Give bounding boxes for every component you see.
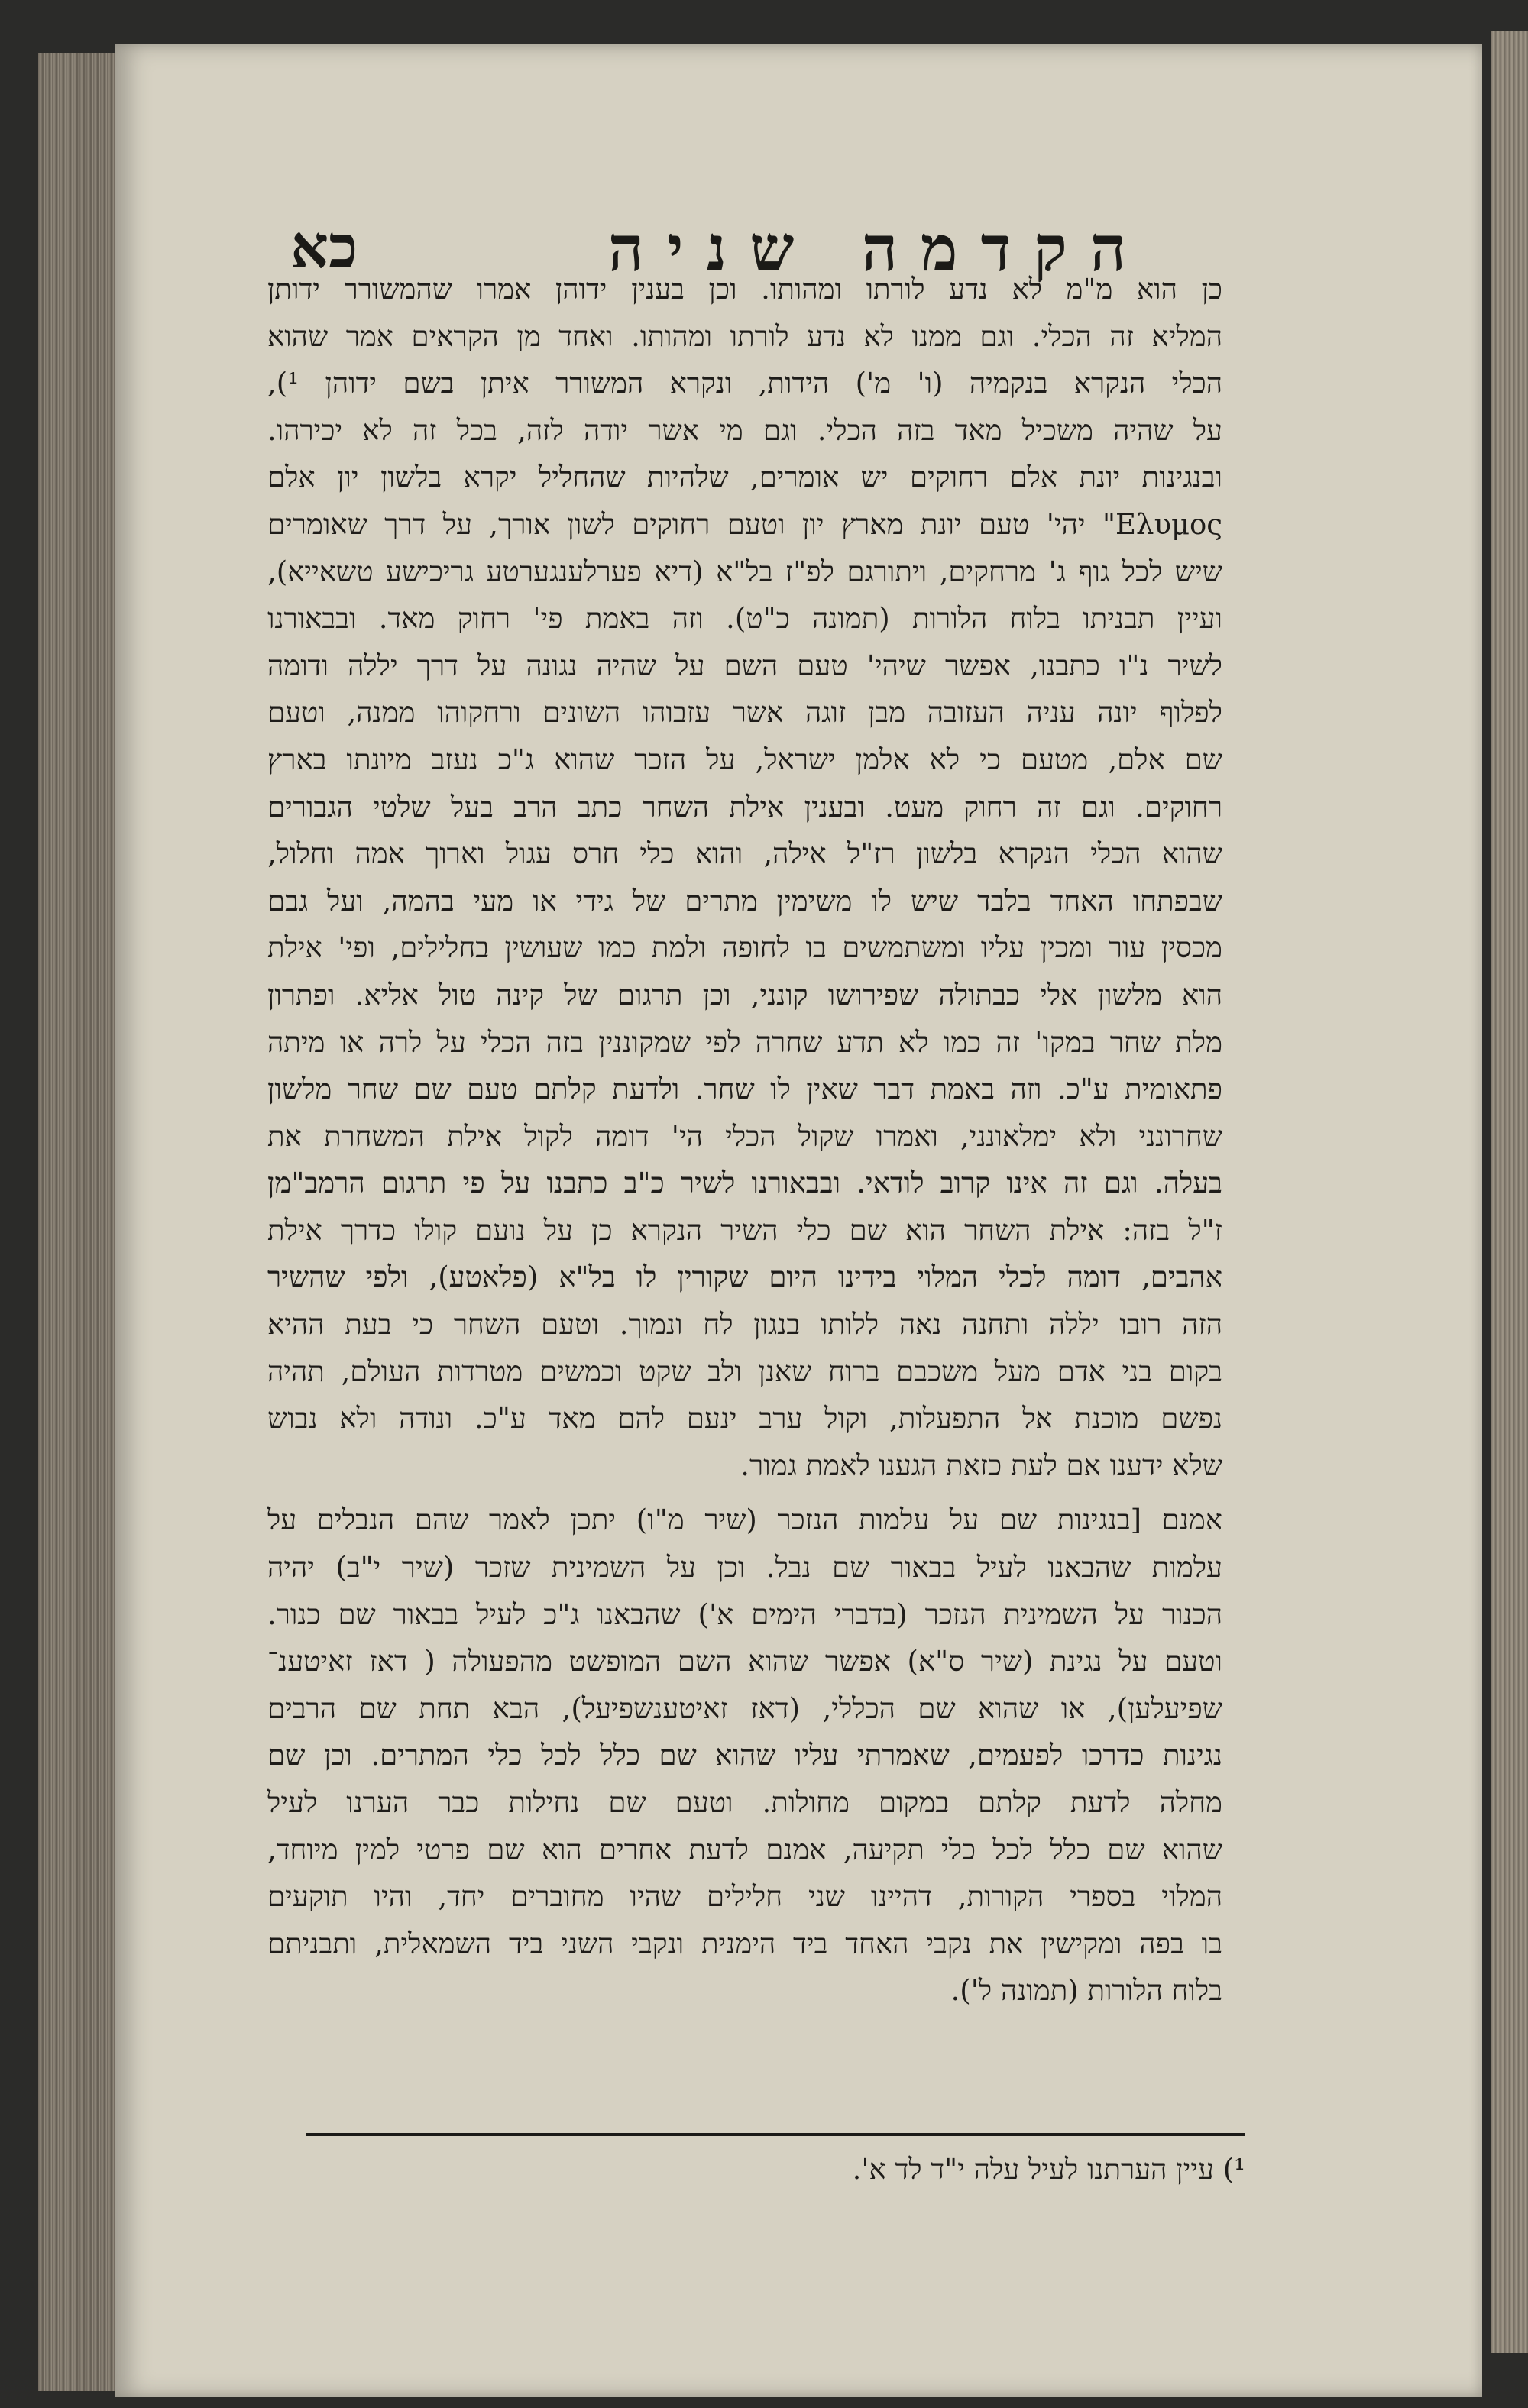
text-line: נפשם מוכנת אל התפעלות, וקול ערב ינעם להם מאד ע"כ. ונודה ולא נבוש [267, 1402, 1222, 1435]
text-line: ובנגינות יונת אלם רחוקים יש אומרים, שלהיות שהחליל יקרא בלשון יון אלם [267, 461, 1222, 494]
text-line: בקום בני אדם מעל משכבם ברוח שאנן ולב שקט וכמשים מטרדות העולם, תהיה [267, 1354, 1222, 1388]
text-line: ועיין תבניתו בלוח הלורות (תמונה כ"ט). וזה באמת פי' רחוק מאד. ובבאורנו [267, 602, 1222, 636]
text-line: רחוקים. וגם זה רחוק מעט. ובענין אילת השחר כתב הרב בעל שלטי הגבורים [267, 790, 1222, 824]
paragraph-2 [267, 1497, 1222, 2015]
text-line: המליא זה הכלי. וגם ממנו לא נדע לורתו ומהותו. ואחד מן הקראים אמר שהוא [267, 319, 1222, 353]
text-line: אמנם [בנגינות שם על עלמות הנזכר (שיר מ"ו) יתכן לאמר שהם הנבלים על [267, 1503, 1222, 1537]
text-line: על שהיה משכיל מאד בזה הכלי. וגם מי אשר יודה לזה, בכל זה לא יכירהו. [267, 413, 1222, 447]
text-line: Ελυμος" יהי' טעם יונת מארץ יון וטעם רחוקים לשון אורך, על דרך שאומרים [267, 507, 1222, 541]
text-line: פתאומית ע"כ. וזה באמת דבר שאין לו שחר. ולדעת קלתם טעם שם שחר מלשון [267, 1073, 1222, 1106]
text-line: הכנור על השמינית הנזכר (בדברי הימים א') שהבאנו ג"כ לעיל בבאור שם כנור. [267, 1597, 1222, 1631]
text-line: הכלי הנקרא בנקמיה (ו' מ') הידות, ונקרא המשורר איתן בשם ידוהן ¹), [267, 367, 1222, 400]
text-line: מחלה לדעת קלתם במקום מחולות. וטעם שם נחילות כבר הערנו לעיל [267, 1786, 1222, 1819]
main-text [267, 266, 1222, 2015]
text-line: לפלוף יונה עניה העזובה מבן זוגה אשר עזבוהו השונים ורחקוהו ממנה, וטעם [267, 696, 1222, 730]
text-line: ז"ל בזה: אילת השחר הוא שם כלי השיר הנקרא כן על נועם קולו כדרך אילת [267, 1213, 1222, 1247]
footnote-divider [306, 2133, 1245, 2136]
page-number: כא [290, 212, 358, 282]
text-line: נגינות כדרכו לפעמים, שאמרתי עליו שהוא שם כלל לכל כלי המתרים. וכן שם [267, 1739, 1222, 1772]
text-line: בו בפה ומקישין את נקבי האחד ביד הימנית ונקבי השני ביד השמאלית, ותבניתם [267, 1927, 1222, 1960]
text-line: שהוא שם כלל לכל כלי תקיעה, אמנם לדעת אחרים הוא שם פרטי למין מיוחד, [267, 1833, 1222, 1866]
text-line: אהבים, דומה לכלי המלוי בידינו היום שקורין לו בל"א (פלאטע), ולפי שהשיר [267, 1261, 1222, 1294]
text-line: הזה רובו יללה ותחנה נאה ללותו בנגון לח ונמוך. וטעם השחר כי בעת ההיא [267, 1308, 1222, 1342]
text-line: שפיעלען), או שהוא שם הכללי, (דאז זאיטענשפיעל), הבא תחת שם הרבים [267, 1691, 1222, 1725]
page-title: הקדמה שניה [607, 212, 1150, 286]
text-line: עלמות שהבאנו לעיל בבאור שם נבל. וכן על השמינית שזכר (שיר י"ב) יהיה [267, 1551, 1222, 1584]
text-line: כן הוא מ"מ לא נדע לורתו ומהותו. וכן בענין ידוהן אמרו שהמשורר ידותן [267, 273, 1222, 306]
text-line: בעלה. וגם זה אינו קרוב לודאי. ובבאורנו לשיר כ"ב כתבנו על פי תרגום הרמב"מן [267, 1167, 1222, 1200]
text-line: שיש לכל גוף ג' מרחקים, ויתורגם לפ"ז בל"א (דיא פערלענגערטע גריכישע טשאייא), [267, 555, 1222, 588]
text-line: שחרונני ולא ימלאונני, ואמרו שקול הכלי הי' דומה לקול אילת המשחרת את [267, 1119, 1222, 1153]
text-line: שלא ידענו אם לעת כזאת הגענו לאמת גמור. [740, 1448, 1222, 1482]
text-line: הוא מלשון אלי כבתולה שפירושו קונני, וכן תרגום של קינה טול אליא. ופתרון [267, 978, 1222, 1011]
text-line: שהוא הכלי הנקרא בלשון רז"ל אילה, והוא כלי חרס עגול וארוך אמה וחלול, [267, 837, 1222, 871]
text-line: בלוח הלורות (תמונה ל'). [950, 1974, 1222, 2008]
paragraph-gap [267, 1489, 1222, 1497]
text-line: שם אלם, מטעם כי לא אלמן ישראל, על הזכר שהוא ג"כ נעזב מיונתו בארץ [267, 743, 1222, 776]
text-line: שבפתחו האחד בלבד שיש לו משימין מתרים של גידי או מעי בהמה, ועל גבם [267, 884, 1222, 918]
text-line: המלוי בספרי הקורות, דהיינו שני חלילים שהיו מחוברים יחד, והיו תוקעים [267, 1880, 1222, 1914]
text-line: וטעם על נגינת (שיר ס"א) אפשר שהוא השם המופשט מהפעולה ( דאז זאיטענ־ [267, 1645, 1222, 1678]
book-page-edge-left [38, 53, 126, 2391]
text-line: מלת שחר במקו' זה כמו לא תדע שחרה לפי שמקוננין בזה הכלי על לרה או מיתה [267, 1025, 1222, 1059]
footnote: ¹) עיין הערתנו לעיל עלה י"ד לד א'. [852, 2153, 1245, 2186]
text-line: מכסין עור ומכין עליו ומשתמשים בו לחופה ולמת כמו שעושין בחלילים, ופי' אילת [267, 931, 1222, 965]
book-page-edge-right [1491, 31, 1528, 2353]
paragraph-1 [267, 266, 1222, 1489]
text-line: לשיר נ"ו כתבנו, אפשר שיהי' טעם השם על שהיה נגונה על דרך יללה ודומה [267, 649, 1222, 682]
